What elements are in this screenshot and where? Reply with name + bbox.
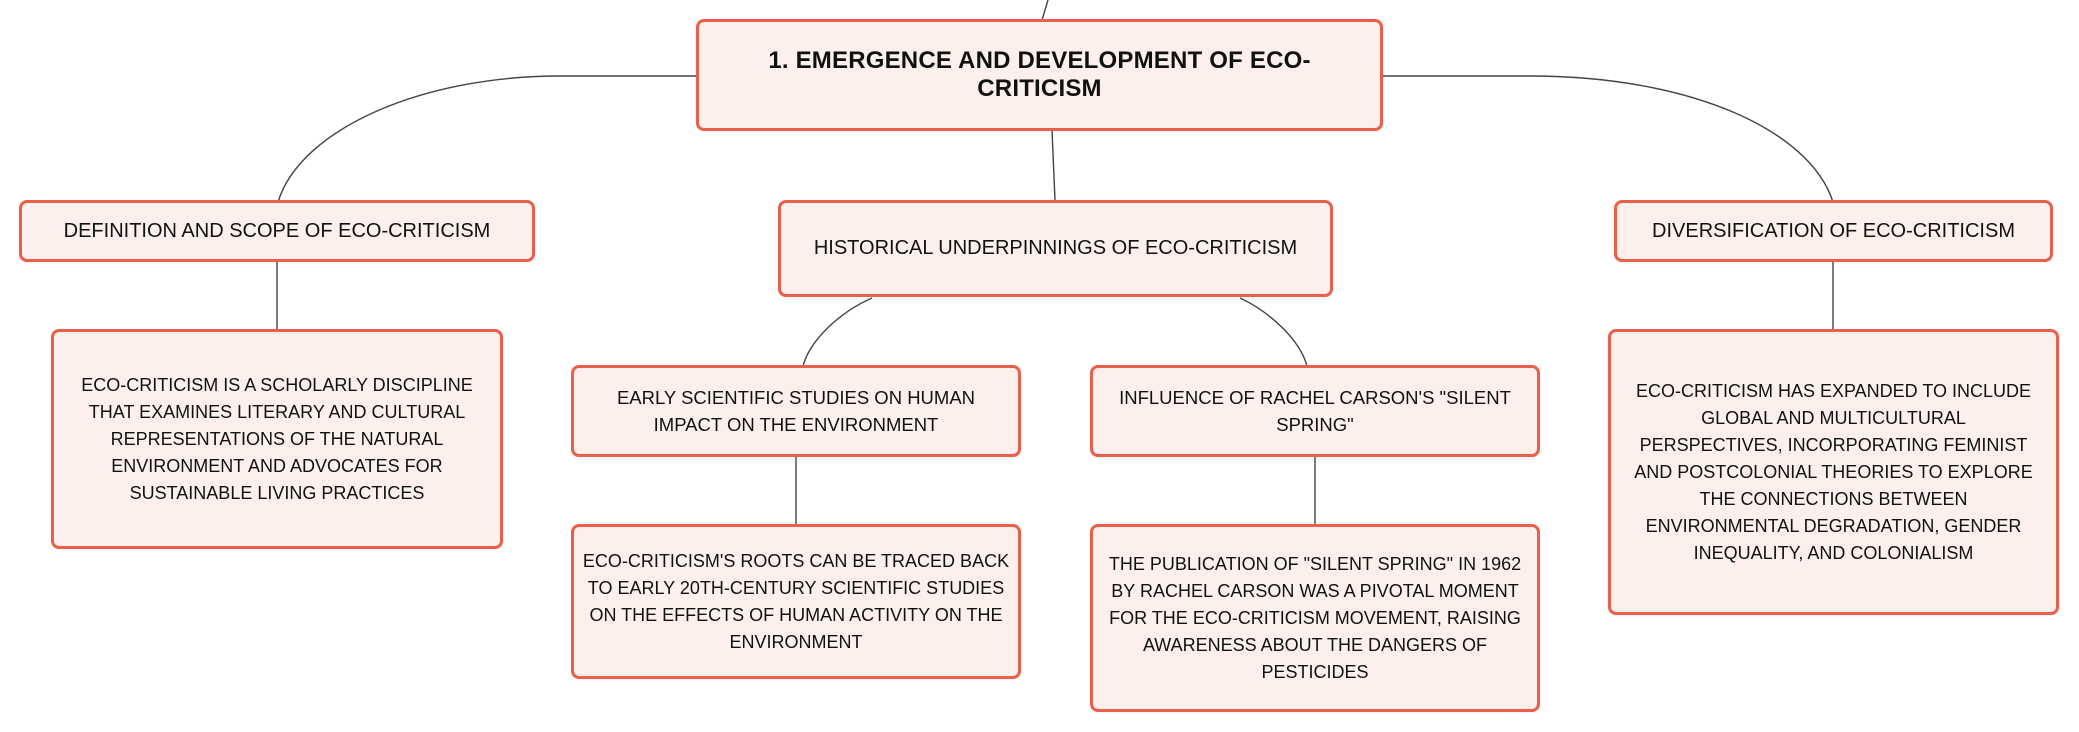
connector-parent-to-root bbox=[1042, 0, 1048, 20]
detail-node-carson[interactable] bbox=[1090, 524, 1540, 712]
subtopic-node-carson[interactable] bbox=[1090, 365, 1540, 457]
root-node[interactable] bbox=[696, 19, 1383, 131]
detail-text-carson: THE PUBLICATION OF "SILENT SPRING" IN 1962 BY RACHEL CARSON WAS A PIVOTAL MOMENT FOR THE ECO-CRITICISM MOVEMENT, RAISING AWARENESS ABOUT THE DANGERS OF PESTICIDES bbox=[1108, 553, 1522, 682]
connector-root-to-historical bbox=[1052, 130, 1055, 200]
detail-text-early-studies: ECO-CRITICISM'S ROOTS CAN BE TRACED BACK TO EARLY 20TH-CENTURY SCIENTIFIC STUDIES ON THE EFFECTS OF HUMAN ACTIVITY ON THE ENVIRONMENT bbox=[582, 550, 1010, 652]
detail-text-definition: ECO-CRITICISM IS A SCHOLARLY DISCIPLINE THAT EXAMINES LITERARY AND CULTURAL REPRESENTATIONS OF THE NATURAL ENVIRONMENT AND ADVOCATES FOR SUSTAINABLE LIVING PRACTICES bbox=[81, 374, 473, 503]
root-title: 1. EMERGENCE AND DEVELOPMENT OF ECO-CRITICISM bbox=[768, 47, 1311, 102]
connector-historical-to-carson bbox=[1240, 298, 1307, 366]
detail-text-diversification: ECO-CRITICISM HAS EXPANDED TO INCLUDE GLOBAL AND MULTICULTURAL PERSPECTIVES, INCORPORATING FEMINIST AND POSTCOLONIAL THEORIES TO EXPLORE THE CONNECTIONS BETWEEN ENVIRONMENTAL DEGRADATION, GENDER INEQUALITY, AND COLONIALISM bbox=[1634, 380, 2033, 563]
topic-node-historical[interactable] bbox=[778, 200, 1333, 297]
connector-root-to-definition bbox=[278, 76, 697, 202]
detail-node-early-studies[interactable] bbox=[571, 524, 1021, 679]
detail-node-definition[interactable] bbox=[51, 329, 503, 549]
topic-node-definition[interactable] bbox=[19, 200, 535, 262]
subtopic-title-carson: INFLUENCE OF RACHEL CARSON'S "SILENT SPRING" bbox=[1119, 387, 1511, 435]
topic-title-diversification: DIVERSIFICATION OF ECO-CRITICISM bbox=[1652, 219, 2015, 242]
subtopic-node-early-studies[interactable] bbox=[571, 365, 1021, 457]
topic-title-definition: DEFINITION AND SCOPE OF ECO-CRITICISM bbox=[63, 219, 491, 242]
connector-historical-to-early-studies bbox=[803, 298, 872, 366]
topic-title-historical: HISTORICAL UNDERPINNINGS OF ECO-CRITICISM bbox=[813, 237, 1298, 259]
detail-node-diversification[interactable] bbox=[1608, 329, 2059, 615]
subtopic-title-early-studies: EARLY SCIENTIFIC STUDIES ON HUMAN IMPACT ON THE ENVIRONMENT bbox=[616, 387, 976, 435]
connector-root-to-diversification bbox=[1383, 76, 1833, 202]
topic-node-diversification[interactable] bbox=[1614, 200, 2053, 262]
